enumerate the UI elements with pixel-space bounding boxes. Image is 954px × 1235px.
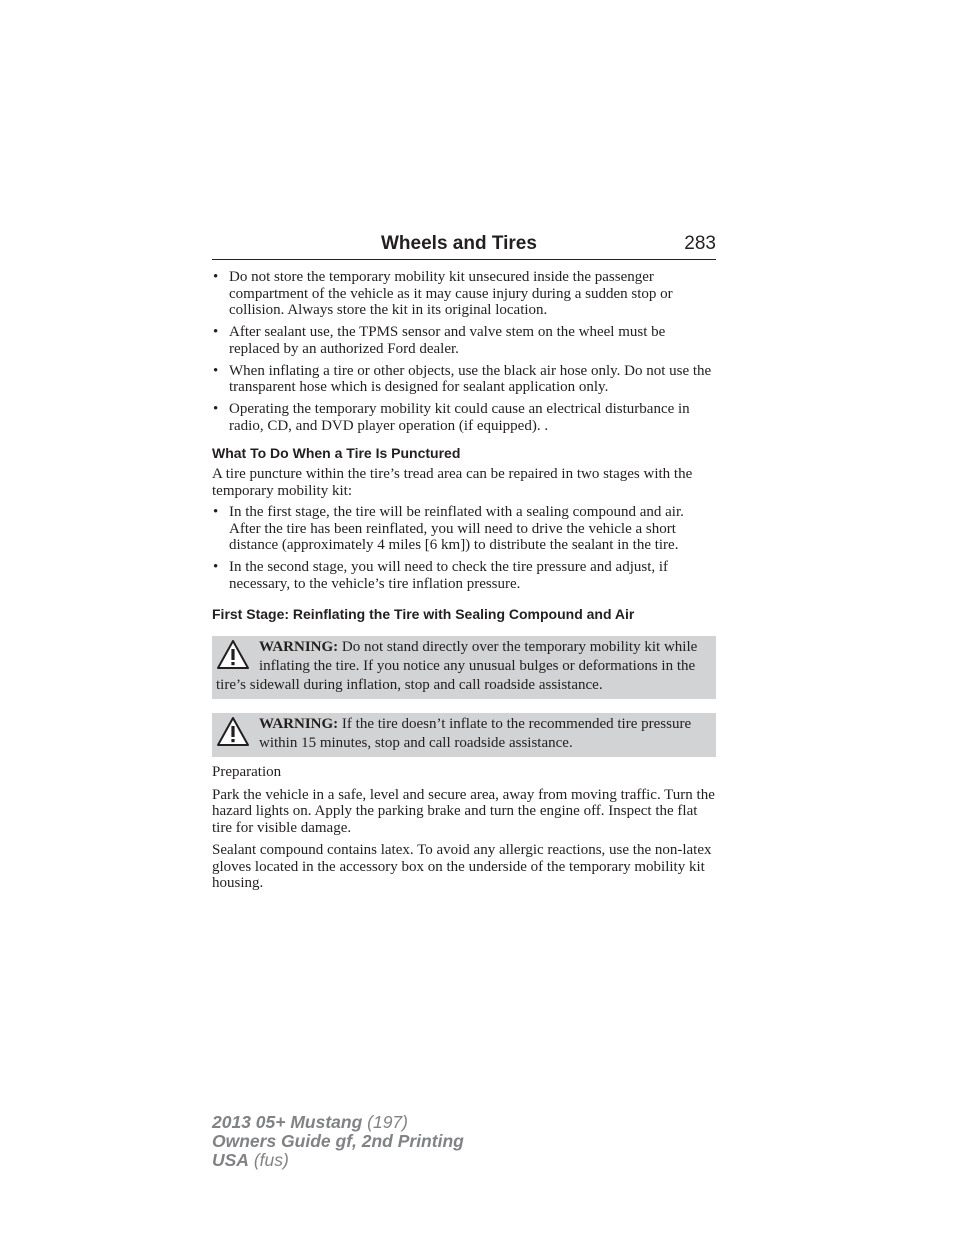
warning-triangle-icon — [216, 639, 250, 671]
manual-page — [212, 230, 716, 898]
list-item: • Do not store the temporary mobility kit unsecured inside the passenger compartment of the vehicle as it may cause injury during a sudden stop or collision. Always store the kit in its original location. — [212, 269, 716, 319]
precautions-list — [212, 269, 716, 434]
footer-guide: Owners Guide gf, 2nd Printing — [212, 1131, 464, 1151]
first-stage-heading: First Stage: Reinflating the Tire with Sealing Compound and Air — [212, 606, 635, 622]
footer-code: (197) — [362, 1112, 408, 1132]
warning-label: WARNING: — [259, 716, 339, 732]
page-footer — [212, 1113, 464, 1170]
list-item: • In the first stage, the tire will be reinflated with a sealing compound and air. After the tire has been reinflated, you will need to drive the vehicle a short distance (approximately 4 miles [6 km]) to distribute the sealant in the tire. — [212, 504, 716, 554]
paragraph: Park the vehicle in a safe, level and secure area, away from moving traffic. Turn the hazard lights on. Apply the parking brake and turn the engine off. Inspect the flat tire for visible damage. — [212, 786, 715, 836]
puncture-intro: A tire puncture within the tire’s tread area can be repaired in two stages with the temporary mobility kit: — [212, 466, 693, 499]
warning-text: If the tire doesn’t inflate to the recommended tire pressure within 15 minutes, stop and call roadside assistance. — [259, 716, 692, 751]
footer-market: USA — [212, 1150, 249, 1170]
footer-market-code: (fus) — [248, 1150, 289, 1170]
warning-triangle-icon — [216, 716, 250, 748]
footer-line — [212, 1132, 464, 1151]
list-item: • In the second stage, you will need to check the tire pressure and adjust, if necessary, to the vehicle’s tire inflation pressure. — [212, 559, 716, 592]
list-item: • Operating the temporary mobility kit could cause an electrical disturbance in radio, CD, and DVD player operation (if equipped). . — [212, 401, 716, 434]
footer-line — [212, 1151, 464, 1170]
footer-model: 2013 05+ Mustang — [212, 1112, 363, 1132]
stages-list — [212, 504, 716, 592]
page-number: 283 — [684, 233, 716, 254]
page-header — [212, 230, 716, 260]
warning-box — [212, 636, 716, 699]
puncture-heading: What To Do When a Tire Is Punctured — [212, 445, 461, 461]
list-item: • When inflating a tire or other objects, use the black air hose only. Do not use the transparent hose which is designed for sealant application only. — [212, 363, 716, 396]
section-title: Wheels and Tires — [381, 233, 537, 254]
preparation-label: Preparation — [212, 764, 282, 780]
warning-box — [212, 713, 716, 757]
paragraph: Sealant compound contains latex. To avoid any allergic reactions, use the non-latex gloves located in the accessory box on the underside of the temporary mobility kit housing. — [212, 842, 712, 891]
warning-label: WARNING: — [259, 639, 339, 655]
footer-line — [212, 1113, 464, 1132]
list-item: • After sealant use, the TPMS sensor and valve stem on the wheel must be replaced by an authorized Ford dealer. — [212, 324, 716, 357]
warning-text: Do not stand directly over the temporary mobility kit while inflating the tire. If you notice any unusual bulges or deformations in the tire’s sidewall during inflation, stop and call roadside assistance. — [216, 639, 698, 693]
